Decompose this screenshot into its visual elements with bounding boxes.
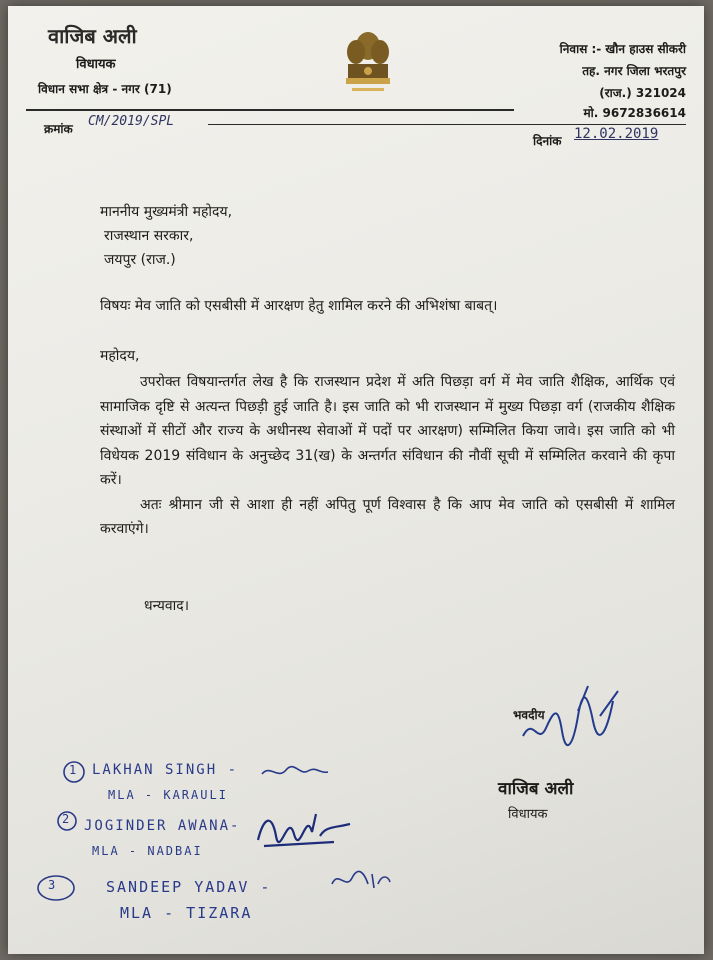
letter-body xyxy=(100,370,675,542)
letter-page xyxy=(8,6,704,954)
endorsement-number: 1 xyxy=(69,763,79,777)
endorsement-signature xyxy=(254,806,354,852)
endorsement-post: MLA - TIZARA xyxy=(120,904,253,922)
signatory-designation: विधायक xyxy=(508,807,548,822)
address-line: मो. 9672836614 xyxy=(583,106,686,120)
letterhead-name: वाजिब अली xyxy=(48,24,137,48)
endorsement-signature xyxy=(260,762,330,782)
signatory-name: वाजिब अली xyxy=(498,779,574,799)
reference-number: CM/2019/SPL xyxy=(88,114,175,129)
recipient-line: राजस्थान सरकार, xyxy=(104,228,194,244)
header-rule xyxy=(208,124,686,125)
salutation: महोदय, xyxy=(100,348,140,364)
address-line: निवास :- खौन हाउस सीकरी xyxy=(559,42,686,56)
subject-line: विषयः मेव जाति को एसबीसी में आरक्षण हेतु शामिल करने की अभिशंषा बाबत्। xyxy=(100,298,498,314)
letterhead-designation: विधायक xyxy=(76,57,116,72)
address-line: तह. नगर जिला भरतपुर xyxy=(582,64,686,78)
endorsement-name: JOGINDER AWANA- xyxy=(84,818,241,834)
recipient-line: माननीय मुख्यमंत्री महोदय, xyxy=(100,204,233,220)
signature-scribble xyxy=(518,676,628,756)
letterhead-constituency: विधान सभा क्षेत्र - नगर (71) xyxy=(38,82,172,96)
state-emblem-icon xyxy=(338,24,398,114)
body-paragraph: अतः श्रीमान जी से आशा ही नहीं अपितु पूर्ण विश्वास है कि आप मेव जाति को एसबीसी में शामिल करवाएंगे। xyxy=(100,496,675,537)
body-paragraph: उपरोक्त विषयान्तर्गत लेख है कि राजस्थान प्रदेश में अति पिछड़ा वर्ग में मेव जाति शैक्षिक, आर्थिक एवं सामाजिक दृष्टि से अत्यन्त पिछड़ी हुई जाति है। इस जाति को भी राजस्थान में मुख्य पिछड़ा वर्ग (राजकीय शैक्षिक संस्थाओं में सीटों और राज्य के अधीनस्थ सेवाओं में पदों पर आरक्षण) सम्मिलित किया जावे। इस जाति को भी विधेयक 2019 संविधान के अनुच्छेद 31(ख) के अन्तर्गत संविधान की नौवीं सूची में सम्मिलित करवाने की कृपा करें। xyxy=(100,374,675,488)
endorsement-signature xyxy=(328,866,392,896)
endorsement-name: SANDEEP YADAV - xyxy=(106,878,272,896)
endorsement-name: LAKHAN SINGH - xyxy=(92,762,239,778)
endorsement-post: MLA - NADBAI xyxy=(92,844,203,858)
yours-label: भवदीय xyxy=(513,708,545,722)
closing-thanks: धन्यवाद। xyxy=(144,598,190,614)
reference-label: क्रमांक xyxy=(44,122,73,136)
endorsement-number: 3 xyxy=(48,878,58,892)
recipient-line: जयपुर (राज.) xyxy=(104,252,176,268)
address-line: (राज.) 321024 xyxy=(599,86,686,100)
date-value: 12.02.2019 xyxy=(574,126,659,142)
endorsement-post: MLA - KARAULI xyxy=(108,788,228,802)
date-label: दिनांक xyxy=(533,134,562,148)
header-rule xyxy=(26,109,514,111)
endorsement-number: 2 xyxy=(62,812,72,826)
